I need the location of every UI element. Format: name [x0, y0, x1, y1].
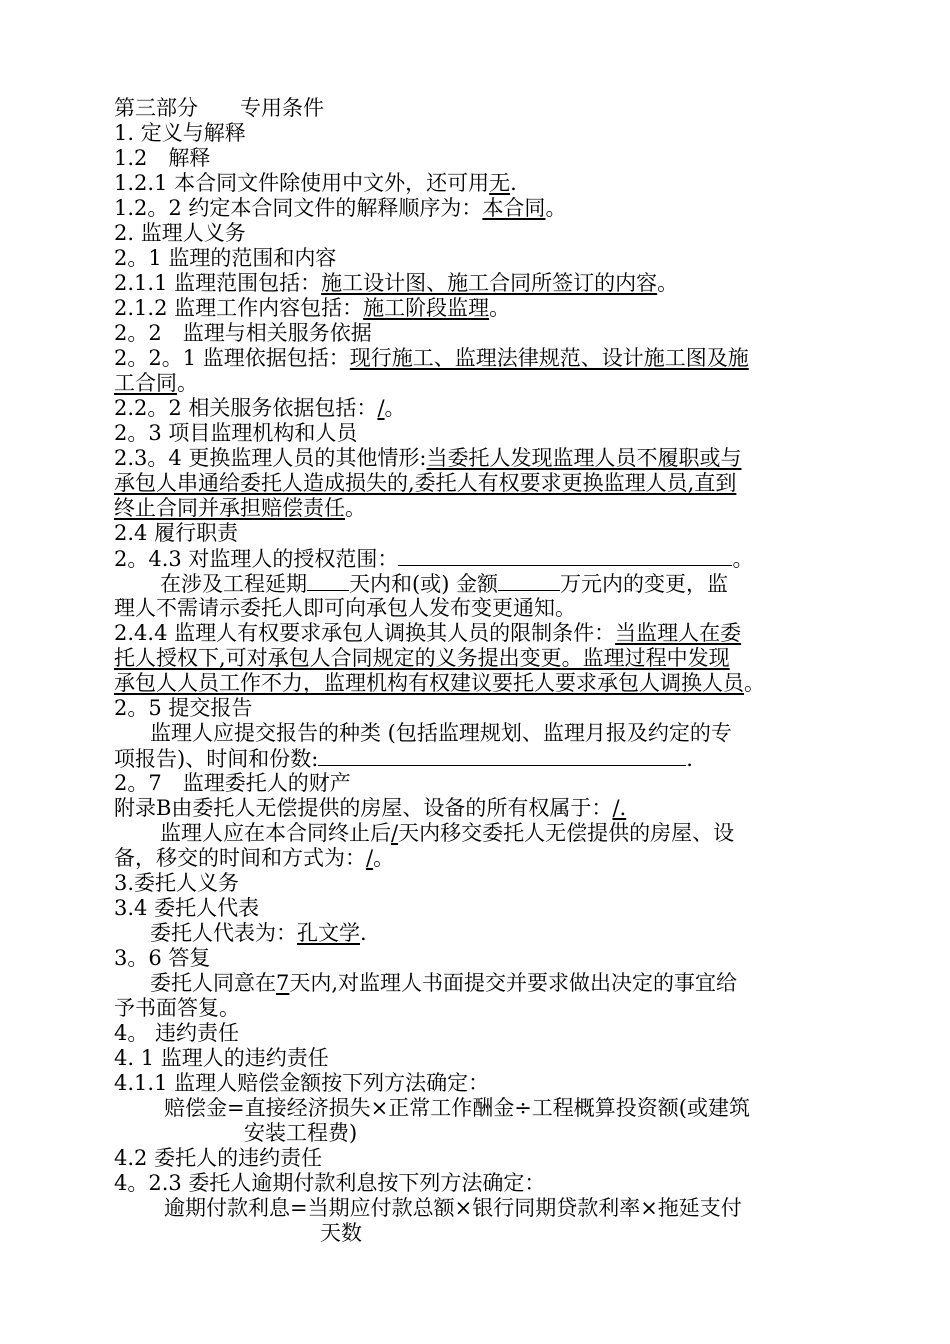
clause-2-5-para: 监理人应提交报告的种类 (包括监理规划、监理月报及约定的专: [150, 721, 732, 745]
filled-value: 当委托人发现监理人员不履职或与: [426, 446, 742, 470]
clause-2-1-1: [114, 271, 838, 296]
filled-value: 孔文学: [297, 921, 360, 945]
clause-2-2-2: [114, 396, 838, 421]
clause-punct: 。: [732, 547, 754, 571]
section-2-7-heading: 2。7 监理委托人的财产: [114, 771, 351, 795]
part-title: 第三部分 专用条件: [114, 96, 324, 120]
filled-value: /: [391, 821, 399, 845]
clause-2-4-3: [114, 546, 838, 571]
section-2-5-heading: 2。5 提交报告: [114, 696, 253, 720]
blank-field: [398, 546, 732, 566]
section-3-4-heading: 3.4 委托人代表: [114, 896, 260, 920]
section-3-6-heading: 3。6 答复: [114, 946, 211, 970]
clause-text: 2.1.2 监理工作内容包括：: [114, 296, 364, 320]
filled-value: 现行施工、监理法律规范、设计施工图及施: [349, 346, 749, 370]
clause-text: 2.2。2 相关服务依据包括：: [114, 396, 378, 420]
filled-value: 无: [489, 171, 511, 195]
formula-compensation-line2: 安装工程费): [244, 1121, 358, 1145]
clause-text: 天内,对监理人书面提交并要求做出决定的事宜给: [289, 971, 738, 995]
section-2-2-heading: 2。2 监理与相关服务依据: [114, 321, 372, 345]
clause-punct: 。: [345, 496, 366, 520]
section-4-2-heading: 4.2 委托人的违约责任: [114, 1146, 323, 1170]
clause-1-2-1: [114, 171, 838, 196]
section-4-1-heading: 4. 1 监理人的违约责任: [114, 1046, 329, 1070]
clause-2-4-3-para: [114, 571, 838, 596]
clause-2-3-4-line2: [114, 471, 838, 496]
filled-value: /: [366, 846, 374, 870]
clause-text: 备，移交的时间和方式为：: [114, 846, 366, 870]
clause-text: 委托人同意在: [150, 971, 276, 995]
clause-text: 万元内的变更，监: [560, 572, 729, 596]
clause-3-4-para: [114, 921, 838, 946]
clause-text: 天内和(或) 金额: [349, 572, 499, 596]
clause-punct: .: [360, 921, 367, 945]
clause-text: 在涉及工程延期: [160, 572, 307, 596]
clause-text: 委托人代表为：: [150, 921, 297, 945]
clause-2-5-para-line2: [114, 746, 838, 771]
clause-2-4-4-line3: [114, 671, 838, 696]
section-2-3-heading: 2。3 项目监理机构和人员: [114, 421, 358, 445]
clause-text: 附录B由委托人无偿提供的房屋、设备的所有权属于：: [114, 796, 613, 820]
section-2-1-heading: 2。1 监理的范围和内容: [114, 246, 337, 270]
section-2-4-heading: 2.4 履行职责: [114, 521, 239, 545]
filled-value: 托人授权下,可对承包人合同规定的义务提出变更。监理过程中发现: [114, 646, 730, 670]
clause-punct: .: [686, 747, 693, 771]
filled-value: 工合同: [114, 371, 177, 395]
filled-value: 终止合同并承担赔偿责任: [114, 496, 345, 520]
blank-field: [318, 746, 686, 766]
section-1-heading: 1. 定义与解释: [114, 121, 246, 145]
blank-field: [498, 571, 560, 591]
clause-punct: 。: [384, 396, 406, 420]
clause-2-3-4-line3: [114, 496, 838, 521]
clause-1-2-2: [114, 196, 838, 221]
filled-value: 承包人人员工作不力，监理机构有权建议要托人要求承包人调换人员: [114, 671, 744, 695]
clause-2-4-4-line2: [114, 646, 838, 671]
clause-text: 1.2。2 约定本合同文件的解释顺序为：: [114, 196, 483, 220]
clause-2-4-3-para-line2: 理人不需请示委托人即可向承包人发布变更通知。: [114, 596, 576, 620]
clause-punct: 。: [177, 371, 198, 395]
clause-punct: 。: [744, 671, 765, 695]
contract-document: [114, 96, 838, 1246]
formula-late-interest: 逾期付款利息=当期应付款总额×银行同期贷款利率×拖延支付: [164, 1196, 742, 1220]
formula-late-interest-line2: 天数: [320, 1221, 362, 1245]
filled-value: 7: [276, 971, 290, 995]
clause-text: 2.4.4 监理人有权要求承包人调换其人员的限制条件：: [114, 621, 616, 645]
section-4-heading: 4。 违约责任: [114, 1021, 240, 1045]
clause-text: 2。4.3 对监理人的授权范围：: [114, 547, 399, 571]
filled-value: /.: [612, 796, 627, 820]
clause-2-2-1-line1: [114, 346, 838, 371]
clause-text: 2。2。1 监理依据包括：: [114, 346, 350, 370]
clause-3-6-para: [114, 971, 838, 996]
clause-text: 2.3。4 更换监理人员的其他情形:: [114, 446, 427, 470]
filled-value: 本合同: [482, 196, 546, 220]
clause-text: 天内移交委托人无偿提供的房屋、设: [398, 821, 735, 845]
clause-4-1-1: 4.1.1 监理人赔偿金额按下列方法确定：: [114, 1071, 490, 1095]
formula-compensation: 赔偿金=直接经济损失×正常工作酬金÷工程概算投资额(或建筑: [164, 1096, 750, 1120]
clause-2-4-4-line1: [114, 621, 838, 646]
section-1-2-heading: 1.2 解释: [114, 146, 211, 170]
clause-text: 1.2.1 本合同文件除使用中文外，还可用: [114, 171, 490, 195]
clause-2-7-para-line2: [114, 846, 838, 871]
clause-text: 2.1.1 监理范围包括：: [114, 271, 322, 295]
clause-punct: 。: [657, 271, 679, 295]
section-3-heading: 3.委托人义务: [114, 871, 240, 895]
filled-value: 施工阶段监理: [363, 296, 490, 320]
filled-value: 承包人串通给委托人造成损失的,委托人有权要求更换监理人员,直到: [114, 471, 737, 495]
filled-value: /: [377, 396, 385, 420]
clause-2-1-2: [114, 296, 838, 321]
clause-punct: 。: [545, 196, 567, 220]
clause-punct: 。: [489, 296, 511, 320]
clause-text: 监理人应在本合同终止后: [160, 821, 391, 845]
blank-field: [307, 571, 349, 591]
clause-4-2-3: 4。2.3 委托人逾期付款利息按下列方法确定：: [114, 1171, 546, 1195]
clause-2-3-4-line1: [114, 446, 838, 471]
clause-punct: .: [510, 171, 517, 195]
clause-2-7-para: [114, 821, 838, 846]
clause-text: 项报告)、时间和份数:: [114, 747, 319, 771]
clause-punct: 。: [373, 846, 395, 870]
filled-value: 施工设计图、施工合同所签订的内容: [321, 271, 658, 295]
section-2-heading: 2. 监理人义务: [114, 221, 246, 245]
clause-3-6-para-line2: 予书面答复。: [114, 996, 240, 1020]
filled-value: 当监理人在委: [615, 621, 742, 645]
clause-2-2-1-line2: [114, 371, 838, 396]
clause-2-7-appendix: [114, 796, 838, 821]
